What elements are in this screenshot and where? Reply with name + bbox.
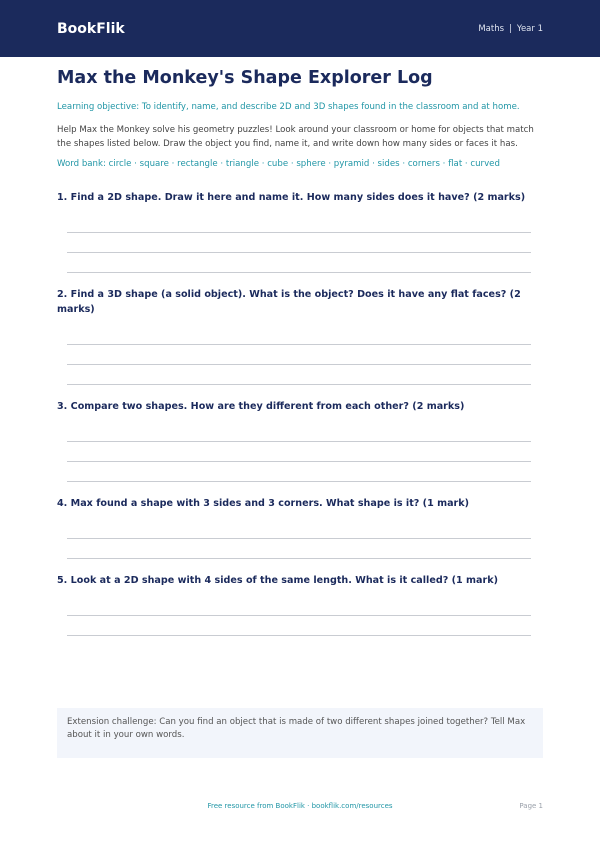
answer-line[interactable]	[67, 558, 531, 559]
separator: |	[509, 23, 512, 34]
answer-line[interactable]	[67, 461, 531, 462]
brand-logo: BookFlik	[57, 20, 125, 37]
year-label: Year 1	[516, 23, 543, 34]
learning-objective: Learning objective: To identify, name, and describe 2D and 3D shapes found in the classroom and at home.	[57, 102, 520, 112]
question-text: 4. Max found a shape with 3 sides and 3 corners. What shape is it? (1 mark)	[57, 498, 470, 509]
extension-challenge: Extension challenge: Can you find an object that is made of two different shapes joined together? Tell Max about it in your own words.	[57, 708, 543, 758]
question-text: 5. Look at a 2D shape with 4 sides of the same length. What is it called? (1 mark)	[57, 575, 498, 586]
answer-line[interactable]	[67, 232, 531, 233]
answer-line[interactable]	[67, 384, 531, 385]
answer-lines	[57, 538, 543, 559]
answer-line[interactable]	[67, 252, 531, 253]
answer-line[interactable]	[67, 364, 531, 365]
answer-line[interactable]	[67, 481, 531, 482]
answer-line[interactable]	[67, 635, 531, 636]
answer-lines	[57, 441, 543, 482]
page-title: Max the Monkey's Shape Explorer Log	[57, 68, 433, 88]
answer-lines	[57, 344, 543, 385]
answer-line[interactable]	[67, 344, 531, 345]
question-text: 3. Compare two shapes. How are they different from each other? (2 marks)	[57, 401, 465, 412]
answer-line[interactable]	[67, 441, 531, 442]
question-text: 2. Find a 3D shape (a solid object). What is the object? Does it have any flat faces? (2 marks)	[57, 289, 521, 315]
question-3	[57, 399, 543, 482]
question-text: 1. Find a 2D shape. Draw it here and name it. How many sides does it have? (2 marks)	[57, 192, 526, 203]
answer-line[interactable]	[67, 615, 531, 616]
question-2	[57, 287, 543, 385]
footer-credit: Free resource from BookFlik · bookflik.com/resources	[207, 802, 393, 810]
subject-year	[478, 24, 543, 34]
answer-line[interactable]	[67, 538, 531, 539]
question-1	[57, 190, 543, 273]
subject-label: Maths	[478, 23, 505, 34]
page-number: Page 1	[519, 802, 543, 810]
answer-lines	[57, 615, 543, 636]
question-4	[57, 496, 543, 559]
intro-text: Help Max the Monkey solve his geometry puzzles! Look around your classroom or home for objects that match the shapes listed below. Draw the object you find, name it, and write down how many sides or faces it has.	[57, 125, 534, 149]
word-bank: Word bank: circle · square · rectangle · triangle · cube · sphere · pyramid · sides · corners · flat · curved	[57, 159, 500, 169]
worksheet-content	[0, 67, 600, 636]
answer-line[interactable]	[67, 272, 531, 273]
page-header	[0, 0, 600, 57]
answer-lines	[57, 232, 543, 273]
question-5	[57, 573, 543, 636]
